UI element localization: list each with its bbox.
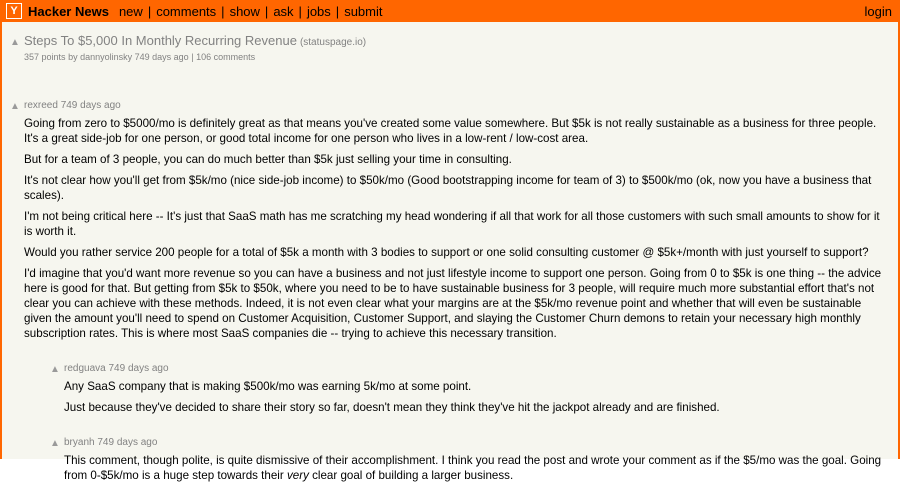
comment-age-link[interactable]: 749 days ago (97, 437, 158, 448)
nav-ask[interactable]: ask (273, 3, 294, 19)
nav-comments[interactable]: comments (156, 3, 217, 19)
comment-user-link[interactable]: redguava (64, 363, 106, 374)
main-nav (119, 4, 383, 19)
top-navbar (2, 0, 898, 22)
upvote-triangle-icon[interactable]: ▲ (10, 37, 20, 48)
comment-body (64, 437, 898, 489)
login-link[interactable]: login (864, 3, 892, 19)
comment (2, 100, 898, 347)
story-title-row (10, 33, 890, 48)
upvote-triangle-icon[interactable]: ▲ (50, 438, 60, 449)
nav-separator: | (147, 3, 152, 19)
nav-jobs[interactable]: jobs (306, 3, 331, 19)
upvote-triangle-icon[interactable]: ▲ (10, 101, 20, 112)
comment (2, 437, 898, 489)
comment-paragraph: I'm not being critical here -- It's just that SaaS math has me scratching my head wondering if all that work for all those customers with such small amounts to show for it is worth it. (24, 210, 880, 238)
comment-paragraph: Just because they've decided to share their story so far, doesn't mean they think they've hit the jackpot already and are finished. (64, 401, 720, 414)
nav-submit[interactable]: submit (344, 3, 383, 19)
comment-text (64, 379, 890, 415)
comment-header (24, 100, 890, 111)
comment-tree (2, 100, 898, 489)
comment-text-segment: clear goal of building a larger business. (308, 469, 514, 482)
story-points: 357 points (24, 52, 66, 62)
comment-header (64, 437, 890, 448)
subtext-separator: | (191, 52, 194, 62)
y-logo-icon[interactable]: Y (6, 3, 22, 19)
comment-user-link[interactable]: bryanh (64, 437, 95, 448)
upvote-triangle-icon[interactable]: ▲ (50, 364, 60, 375)
comment-text (64, 453, 890, 483)
comment-text (24, 116, 890, 341)
comment-paragraph: Would you rather service 200 people for a total of $5k a month with 3 bodies to support or one solid consulting customer @ $5k+/month with just yourself to support? (24, 246, 869, 259)
nav-separator: | (221, 3, 225, 19)
comment-age-link[interactable]: 749 days ago (108, 363, 169, 374)
comment-paragraph: Any SaaS company that is making $500k/mo was earning 5k/mo at some point. (64, 380, 472, 393)
comment-paragraph: Going from zero to $5000/mo is definitely great as that means you've created some value somewhere. But $5k is not really sustainable as a business for three people. It's a great side-job for one person, or good total income for one person who lives in a low-rent / low-cost area. (24, 117, 877, 145)
story-comments-link[interactable]: 106 comments (196, 52, 256, 62)
comment-body (24, 100, 898, 347)
comment-paragraph: I'd imagine that you'd want more revenue so you can have a business and not just lifestyle income to support one person. Going from 0 to $5k is one thing -- the advice here is good for that. But getting from $5k to $50k, where you need to be to have sustainable business for 3 people, will require much more substantial effort that's not clear you can achieve with these methods. Indeed, it is not even clear what your margins are at the $5k/mo revenue point and whether that will even be sustainable given the amount you'll need to spend on Customer Acquisition, Customer Support, and slaying the Customer Churn demons to retain your necessary high monthly subscription rates. This is where most SaaS companies die -- trying to achieve this necessary transition. (24, 267, 882, 340)
story-by-label: by (68, 52, 78, 62)
comment-emphasis: very (286, 469, 309, 482)
site-name-link[interactable]: Hacker News (28, 3, 109, 19)
story-domain-link[interactable]: (statuspage.io) (299, 37, 367, 48)
comment-paragraph (64, 453, 890, 483)
comment-paragraph: But for a team of 3 people, you can do much better than $5k just selling your time in consulting. (24, 153, 512, 166)
story-age-link[interactable]: 749 days ago (134, 52, 189, 62)
comment-age-link[interactable]: 749 days ago (60, 100, 121, 111)
nav-separator: | (298, 3, 302, 19)
nav-separator: | (335, 3, 340, 19)
story-user-link[interactable]: dannyolinsky (80, 52, 133, 62)
comment-text-segment: This comment, though polite, is quite dismissive of their accomplishment. I think you read the post and wrote your comment as if the $5/mo was the goal. Going from 0-$5k/mo is a huge step towards their (64, 454, 882, 482)
comment (2, 363, 898, 421)
nav-new[interactable]: new (118, 3, 143, 19)
story (2, 22, 898, 62)
comment-paragraph: It's not clear how you'll get from $5k/mo (nice side-job income) to $50k/mo (Good bootstrapping income for team of 3) to $500k/mo (ok, now you have a business that scales). (24, 174, 872, 202)
nav-show[interactable]: show (229, 3, 260, 19)
comment-body (64, 363, 898, 421)
story-title-link[interactable]: Steps To $5,000 In Monthly Recurring Revenue (24, 33, 297, 48)
comment-header (64, 363, 890, 374)
story-subtext (10, 52, 890, 62)
comment-user-link[interactable]: rexreed (24, 100, 58, 111)
nav-separator: | (264, 3, 269, 19)
